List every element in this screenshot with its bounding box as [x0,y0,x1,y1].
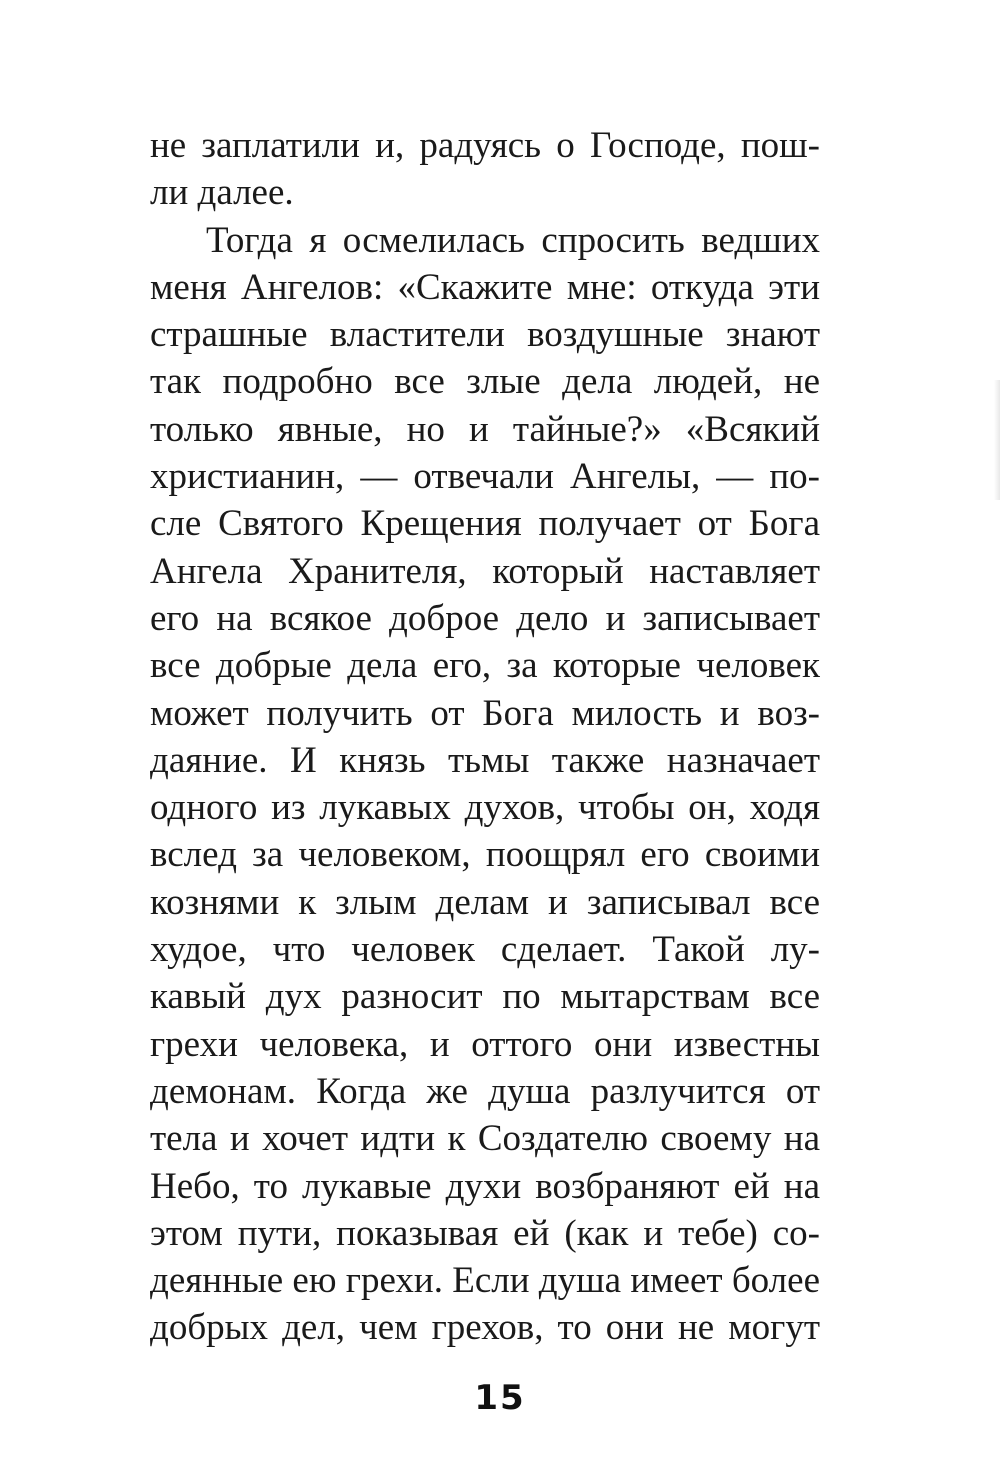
text-line: тела и хочет идти к Создателю своему на [150,1118,820,1160]
page-number: 15 [474,1378,526,1418]
text-line: деянные ею грехи. Если душа имеет более [150,1260,820,1302]
text-line: Ангела Хранителя, который наставляет [150,550,820,592]
text-line: одного из лукавых духов, чтобы он, ходя [150,787,820,829]
text-line: ли далее. [150,172,294,214]
body-text [150,122,820,1352]
text-line: грехи человека, и оттого они известны [150,1023,820,1065]
text-line: Тогда я осмелилась спросить ведших [206,219,820,261]
text-line: добрых дел, чем грехов, то они не могут [150,1307,820,1349]
text-line: так подробно все злые дела людей, не [150,361,820,403]
text-line: кавый дух разносит по мытарствам все [150,976,820,1018]
text-line: Небо, то лукавые духи возбраняют ей на [150,1165,820,1207]
text-line: этом пути, показывая ей (как и тебе) со- [150,1212,820,1254]
text-line: вслед за человеком, поощрял его своими [150,834,820,876]
text-line: все добрые дела его, за которые человек [150,645,820,687]
text-line: меня Ангелов: «Скажите мне: откуда эти [150,266,820,308]
text-line: его на всякое доброе дело и записывает [150,597,820,639]
text-line: даяние. И князь тьмы также назначает [150,739,820,781]
text-line: демонам. Когда же душа разлучится от [150,1070,820,1112]
text-line: сле Святого Крещения получает от Бога [150,503,820,545]
text-line: худое, что человек сделает. Такой лу- [150,929,820,971]
text-line: может получить от Бога милость и воз- [150,692,820,734]
text-line: только явные, но и тайные?» «Всякий [150,408,820,450]
text-line: страшные властители воздушные знают [150,314,820,356]
text-line: кознями к злым делам и записывал все [150,881,820,923]
page-edge-shadow [994,380,1000,500]
text-line: христианин, — отвечали Ангелы, — по- [150,456,820,498]
text-line: не заплатили и, радуясь о Господе, пош- [150,125,820,166]
